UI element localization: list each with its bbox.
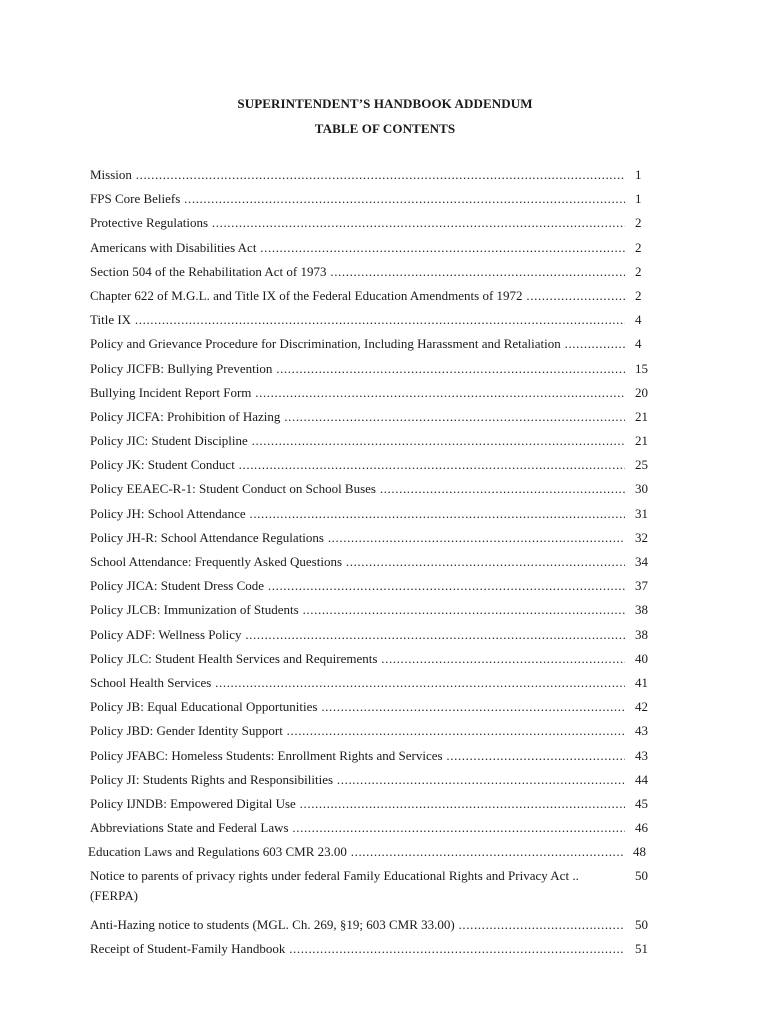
toc-entry-title: Mission [90, 167, 132, 182]
toc-entry-title: Policy JB: Equal Educational Opportunities [90, 699, 318, 715]
toc-entry [90, 286, 660, 310]
toc-page-number: 21 [635, 408, 648, 424]
toc-page-number: 25 [635, 457, 648, 473]
toc-page-number: 34 [635, 554, 648, 569]
toc-entry-title: Receipt of Student-Family Handbook [90, 941, 286, 957]
toc-entry-title: Policy JICA: Student Dress Code [90, 578, 265, 594]
toc-entry [90, 431, 660, 455]
toc-entry-title: Bullying Incident Report Form [90, 384, 252, 400]
toc-page-number: 44 [635, 771, 648, 787]
toc-entry [90, 794, 660, 818]
toc-entry-title: Policy JIC: Student Discipline [90, 433, 248, 449]
toc-entry [90, 939, 660, 963]
toc-page-number: 2 [635, 239, 642, 255]
toc-entry [90, 262, 660, 286]
toc-entry [90, 673, 660, 697]
toc-entry [90, 238, 660, 262]
toc-entry-title: Notice to parents of privacy rights under federal Family Educational Rights and Privacy Act .. (FERPA) [90, 868, 579, 904]
toc-page-number: 40 [635, 650, 648, 666]
toc-page-number: 38 [635, 602, 648, 618]
toc-page-number: 42 [635, 699, 648, 715]
toc-entry [90, 213, 660, 237]
toc-entry-title: Policy ADF: Wellness Policy [90, 626, 242, 642]
toc-entry-title: Policy and Grievance Procedure for Discrimination, Including Harassment and Retaliation [90, 336, 561, 352]
toc-page-number: 43 [635, 747, 648, 763]
toc-page-number: 32 [635, 529, 648, 545]
table-of-contents-heading: TABLE OF CONTENTS [314, 121, 456, 136]
toc-entry [90, 625, 660, 649]
toc-entry [90, 189, 660, 213]
toc-entry-title: Policy JLC: Student Health Services and Requirements [90, 650, 378, 666]
toc-entry [90, 455, 660, 479]
toc-entry [90, 770, 660, 794]
toc-entry-title: Policy JH: School Attendance [90, 505, 246, 521]
toc-entry-title: Policy JK: Student Conduct [90, 457, 235, 473]
toc-entry-title: Policy JICFB: Bullying Prevention [90, 360, 273, 376]
toc-entry [90, 528, 660, 552]
toc-entry-title: Policy JLCB: Immunization of Students [90, 602, 299, 618]
toc-entry-title: Abbreviations State and Federal Laws [90, 820, 289, 836]
toc-page-number: 43 [635, 723, 648, 739]
toc-page-number: 4 [635, 312, 642, 328]
toc-page-number: 2 [635, 215, 642, 231]
toc-entry [90, 504, 660, 528]
toc-page-number: 46 [635, 820, 648, 836]
toc-page-number: 37 [635, 578, 648, 594]
toc-entry-title: FPS Core Beliefs [90, 191, 181, 207]
toc-entry-title: Policy EEAEC-R-1: Student Conduct on School Buses [90, 481, 376, 497]
toc-page-number: 31 [635, 505, 648, 521]
toc-entry-title: Policy JICFA: Prohibition of Hazing [90, 408, 281, 424]
toc-page-number: 51 [635, 941, 648, 957]
toc-entry [90, 310, 660, 334]
toc-entry [88, 842, 658, 866]
toc-entry [90, 334, 660, 358]
toc-page-number: 38 [635, 626, 648, 642]
toc-page-number: 1 [635, 191, 642, 207]
toc-entry-title: School Attendance: Frequently Asked Questions [90, 554, 343, 569]
toc-entry [90, 576, 660, 600]
toc-entry [90, 383, 660, 407]
toc-entry [90, 600, 660, 624]
toc-entry [90, 407, 660, 431]
toc-page-number: 21 [635, 433, 648, 449]
toc-page-number: 2 [635, 287, 642, 303]
toc-page-number: 50 [635, 868, 648, 884]
toc-entry-title: Anti-Hazing notice to students (MGL. Ch. 269, §19; 603 CMR 33.00) [90, 916, 455, 932]
toc-entry-title: Policy JBD: Gender Identity Support [90, 723, 283, 739]
toc-entry-title: Policy JI: Students Rights and Responsibilities [90, 771, 334, 787]
toc-entry [90, 746, 660, 770]
toc-entry [90, 721, 660, 745]
toc-entry-title: Chapter 622 of M.G.L. and Title IX of the Federal Education Amendments of 1972 [90, 287, 523, 303]
toc-entry-title: Policy JH-R: School Attendance Regulations [90, 529, 324, 545]
toc-entry [90, 818, 660, 842]
document-title: SUPERINTENDENT’S HANDBOOK ADDENDUM [237, 96, 533, 111]
toc-page-number: 2 [635, 263, 642, 279]
toc-entry-title: Policy IJNDB: Empowered Digital Use [90, 795, 296, 811]
toc-entry [90, 866, 660, 914]
table-of-contents [90, 165, 660, 963]
toc-entry [90, 165, 660, 189]
toc-entry [90, 359, 660, 383]
toc-page-number: 48 [633, 844, 646, 860]
toc-page-number: 20 [635, 384, 648, 400]
toc-page-number: 15 [635, 360, 648, 376]
toc-entry [90, 697, 660, 721]
toc-entry-title: Protective Regulations [90, 215, 209, 231]
toc-entry [90, 552, 660, 576]
toc-page-number: 1 [635, 167, 642, 182]
toc-entry-title: Policy JFABC: Homeless Students: Enrollment Rights and Services [90, 747, 443, 763]
toc-entry [90, 479, 660, 503]
toc-entry-title: Americans with Disabilities Act [90, 239, 257, 255]
toc-entry-title: Section 504 of the Rehabilitation Act of 1973 [90, 263, 327, 279]
toc-entry-title: Title IX [90, 312, 132, 328]
toc-page-number: 4 [635, 336, 642, 352]
toc-entry-title: School Health Services [90, 674, 212, 690]
toc-entry-title: Education Laws and Regulations 603 CMR 23.00 [88, 844, 347, 860]
toc-entry [90, 915, 660, 939]
toc-page-number: 41 [635, 674, 648, 690]
toc-page-number: 50 [635, 916, 648, 932]
toc-page-number: 30 [635, 481, 648, 497]
toc-entry [90, 649, 660, 673]
toc-page-number: 45 [635, 795, 648, 811]
